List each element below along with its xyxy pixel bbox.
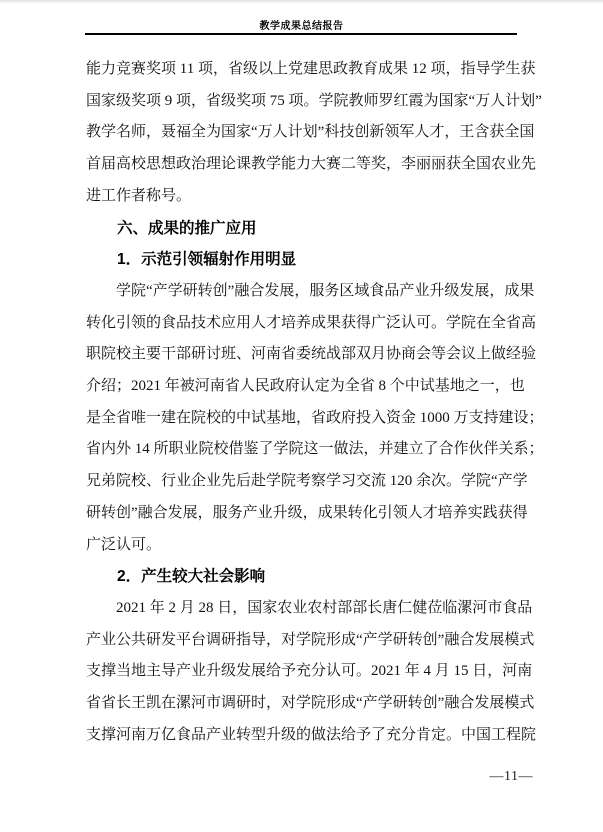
text-line: 兄弟院校、行业企业先后赴学院考察学习交流 120 余次。学院“产学 <box>86 473 528 490</box>
text-line: 省内外 14 所职业院校借鉴了学院这一做法，并建立了合作伙伴关系； <box>86 441 544 458</box>
page-edge-shadow <box>0 0 603 4</box>
section-heading: 六、成果的推广应用 <box>117 219 257 237</box>
text-line: 能力竞赛奖项 11 项，省级以上党建思政教育成果 12 项，指导学生获 <box>86 61 536 77</box>
text-line: 产业公共研发平台调研指导，对学院形成“产学研转创”融合发展模式 <box>86 631 535 648</box>
text-line: 职院校主要干部研讨班、河南省委统战部双月协商会等会议上做经验 <box>86 346 537 363</box>
text-line: 省省长王凯在漯河市调研时，对学院形成“产学研转创”融合发展模式 <box>86 695 535 712</box>
text-line: 国家级奖项 9 项，省级奖项 75 项。学院教师罗红霞为国家“万人计划” <box>86 92 542 109</box>
text-line: 研转创”融合发展，服务产业升级，成果转化引领人才培养实践获得 <box>86 504 528 521</box>
text-line: 首届高校思想政治理论课教学能力大赛二等奖，李丽丽获全国农业先 <box>86 156 537 173</box>
header-rule-line <box>85 33 517 35</box>
text-line: 教学名师，聂福全为国家“万人计划”科技创新领军人才，王含获全国 <box>86 124 535 141</box>
text-line: 2021 年 2 月 28 日，国家农业农村部部长唐仁健莅临漯河市食品 <box>116 599 533 616</box>
paragraph <box>86 54 542 213</box>
text-line: 支撑当地主导产业升级发展给予充分认可。2021 年 4 月 15 日，河南 <box>86 663 533 680</box>
text-line: 转化引领的食品技术应用人才培养成果获得广泛认可。学院在全省高 <box>86 314 537 331</box>
paragraph <box>86 276 544 561</box>
paragraph <box>86 593 537 752</box>
section-heading: 2．产生较大社会影响 <box>117 568 266 586</box>
text-line: 广泛认可。 <box>86 536 162 553</box>
text-line: 学院“产学研转创”融合发展，服务区域食品产业升级发展，成果 <box>116 282 535 299</box>
page-number: —11— <box>489 769 533 784</box>
text-line: 支撑河南万亿食品产业转型升级的做法给予了充分肯定。中国工程院 <box>86 726 537 743</box>
section-heading: 1．示范引领辐射作用明显 <box>117 251 297 269</box>
text-line: 是全省唯一建在院校的中试基地，省政府投入资金 1000 万支持建设； <box>86 409 544 426</box>
text-line: 进工作者称号。 <box>86 187 192 204</box>
page-header-title: 教学成果总结报告 <box>259 21 344 32</box>
document-body <box>86 54 544 751</box>
text-line: 介绍；2021 年被河南省人民政府认定为全省 8 个中试基地之一，也 <box>86 378 525 395</box>
